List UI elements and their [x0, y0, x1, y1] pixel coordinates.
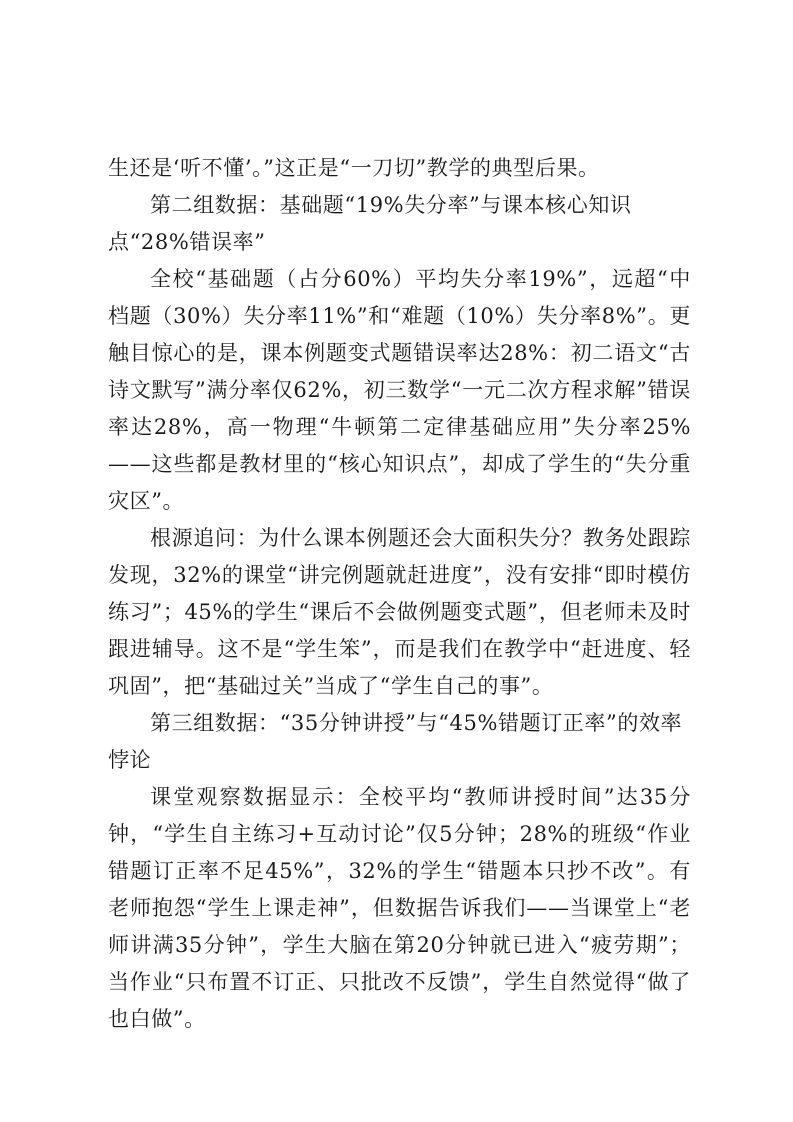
paragraph-classroom-observation: 课堂观察数据显示：全校平均“教师讲授时间”达35分钟，“学生自主练习+互动讨论”仅5分钟；28%的班级“作业错题订正率不足45%”，32%的学生“错题本只抄不改”。有老师抱怨“学生上课走神”，但数据告诉我们——当课堂上“老师讲满35分钟”，学生大脑在第20分钟就已进入“疲劳期”；当作业“只布置不订正、只批改不反馈”，学生自然觉得“做了也白做”。	[108, 785, 691, 1031]
paragraph-continued: 生还是‘听不懂’。”这正是“一刀切”教学的典型后果。	[108, 156, 600, 180]
document-body	[108, 150, 691, 1038]
paragraph-root-cause: 根源追问：为什么课本例题还会大面积失分？教务处跟踪发现，32%的课堂“讲完例题就赶进度”，没有安排“即时模仿练习”；45%的学生“课后不会做例题变式题”，但老师未及时跟进辅导。这不是“学生笨”，而是我们在教学中“赶进度、轻巩固”，把“基础过关”当成了“学生自己的事”。	[108, 526, 691, 698]
section-heading-group-two: 第二组数据：基础题“19%失分率”与课本核心知识点“28%错误率”	[108, 193, 632, 254]
paragraph-basic-question-stats: 全校“基础题（占分60%）平均失分率19%”，远超“中档题（30%）失分率11%”和“难题（10%）失分率8%”。更触目惊心的是，课本例题变式题错误率达28%：初二语文“古诗文默写”满分率仅62%，初三数学“一元二次方程求解”错误率达28%，高一物理“牛顿第二定律基础应用”失分率25%——这些都是教材里的“核心知识点”，却成了学生的“失分重灾区”。	[108, 267, 691, 513]
section-heading-group-three: 第三组数据：“35分钟讲授”与“45%错题订正率”的效率悖论	[108, 711, 683, 772]
